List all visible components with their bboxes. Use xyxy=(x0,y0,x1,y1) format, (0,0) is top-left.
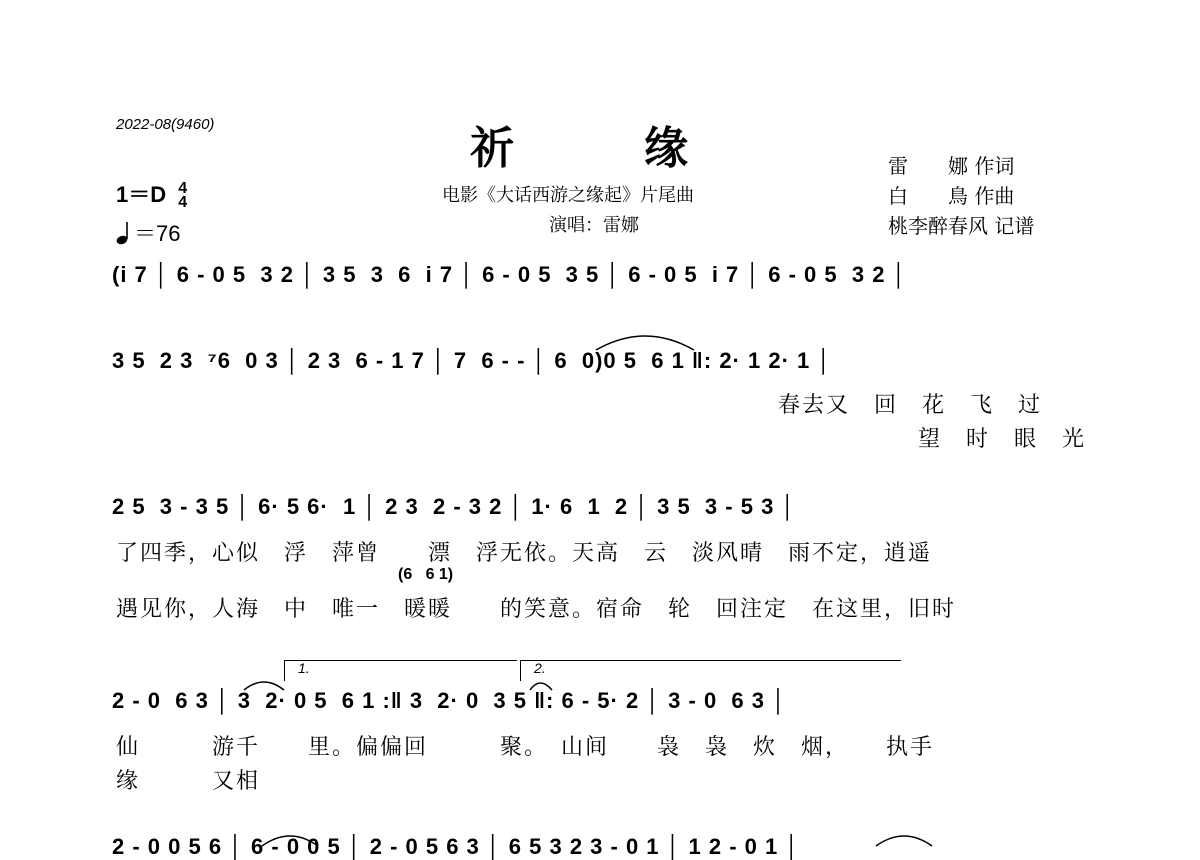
score-row-1: (i 7 │ 6 - 0 5 3 2 │ 3 5 3 6 i 7 │ 6 - 0 5 3 5 │ 6 - 0 5 i 7 │ 6 - 0 5 3 2 │ xyxy=(112,262,908,287)
composer-credit: 白 鳥 作曲 xyxy=(888,184,1015,208)
slur-row5-b xyxy=(876,836,932,846)
time-bottom: 4 xyxy=(178,194,188,212)
song-subtitle: 电影《大话西游之缘起》片尾曲 xyxy=(442,185,694,206)
lyric-row-4-verse-2: 缘 又相 xyxy=(116,769,261,794)
alternate-notes: (6 6 1) xyxy=(398,566,454,583)
score-id: 2022-08(9460) xyxy=(116,116,215,133)
slur-row4-b xyxy=(530,683,552,690)
score-row-3: 2 5 3 - 3 5 │ 6· 5 6· 1 │ 2 3 2 - 3 2 │ 1· 6 1 2 │ 3 5 3 - 5 3 │ xyxy=(112,494,797,519)
first-ending-number: 1. xyxy=(298,660,310,676)
song-title: 祈缘 xyxy=(470,123,818,174)
slur-row4-a xyxy=(244,682,284,690)
score-row-4: 2 - 0 6 3 │ 3 2· 0 5 6 1 :‖ 3 2· 0 3 5 ‖: 6 - 5· 2 │ 3 - 0 6 3 │ xyxy=(112,688,787,713)
lyricist-credit: 雷 娜 作词 xyxy=(888,154,1015,178)
slur-row5-a xyxy=(262,836,318,846)
lyric-row-3-verse-2: 遇见你，人海 中 唯一 暖暖 的笑意。宿命 轮 回注定 在这里，旧时 xyxy=(116,597,957,622)
second-ending-number: 2. xyxy=(534,660,546,676)
lyric-row-2-verse-2: 望 时 眼 光 xyxy=(918,427,1087,452)
key-label: 1＝D xyxy=(116,182,167,207)
tempo-value: ＝76 xyxy=(134,221,181,246)
lyric-row-4-verse-1: 仙 游千 里。偏偏回 聚。 山间 袅 袅 炊 烟， 执手 xyxy=(116,735,935,760)
score-row-2: 3 5 2 3 ⁷6 0 3 │ 2 3 6 - 1 7 │ 7 6 - - │ 6 0)0 5 6 1 ‖: 2· 1 2· 1 │ xyxy=(112,348,833,373)
singer-credit: 演唱：雷娜 xyxy=(549,215,639,236)
transcriber-credit: 桃李醉春风 记谱 xyxy=(888,214,1035,238)
lyric-row-2-verse-1: 春去又 回 花 飞 过 xyxy=(778,393,1043,418)
lyric-row-3-verse-1: 了四季，心似 浮 萍曾 漂 浮无依。天高 云 淡风晴 雨不定，逍遥 xyxy=(116,541,933,566)
tie-slur xyxy=(596,336,694,350)
score-row-5: 2 - 0 0 5 6 │ 6 - 0 0 5 │ 2 - 0 5 6 3 │ 6 5 3 2 3 - 0 1 │ 1 2 - 0 1 │ xyxy=(112,834,801,859)
time-top: 4 xyxy=(178,180,188,198)
